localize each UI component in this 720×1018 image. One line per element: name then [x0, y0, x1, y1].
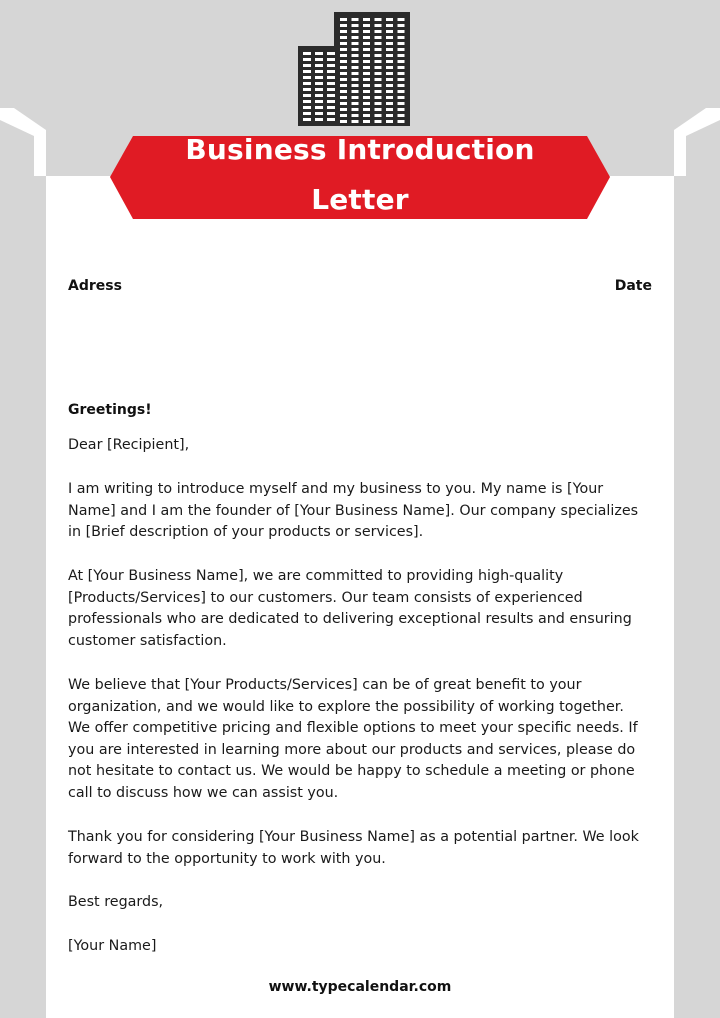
paragraph-4: Thank you for considering [Your Business Name] as a potential partner. We look forward to the opportunity to work with you. [68, 829, 639, 867]
salutation: Dear [Recipient], [68, 437, 190, 453]
paragraph-3: We believe that [Your Products/Services] can be of great benefit to your organization, and we would like to explore the possibility of working together. We offer competitive pricing and flexible options to meet your specific needs. If you are interested in learning more about our products and services, please do not hesitate to contact us. We would be happy to schedule a meeting or phone call to discuss how we can assist you. [68, 677, 638, 801]
closing: Best regards, [68, 894, 164, 910]
title-line-1: Business Introduction [185, 133, 535, 166]
address-label: Adress [68, 278, 122, 294]
paragraph-1: I am writing to introduce myself and my business to you. My name is [Your Name] and I am the founder of [Your Business Name]. Our company specializes in [Brief description of your products or services]. [68, 481, 639, 540]
website-footer: www.typecalendar.com [268, 979, 452, 995]
paragraph-2: At [Your Business Name], we are committed to providing high-quality [Products/Services] to our customers. Our team consists of experienced professionals who are dedicated to delivering exceptional results and ensuring customer satisfaction. [68, 568, 632, 649]
signature: [Your Name] [68, 938, 157, 954]
greeting: Greetings! [68, 402, 152, 418]
date-label: Date [614, 278, 652, 294]
title-line-2: Letter [311, 183, 409, 216]
